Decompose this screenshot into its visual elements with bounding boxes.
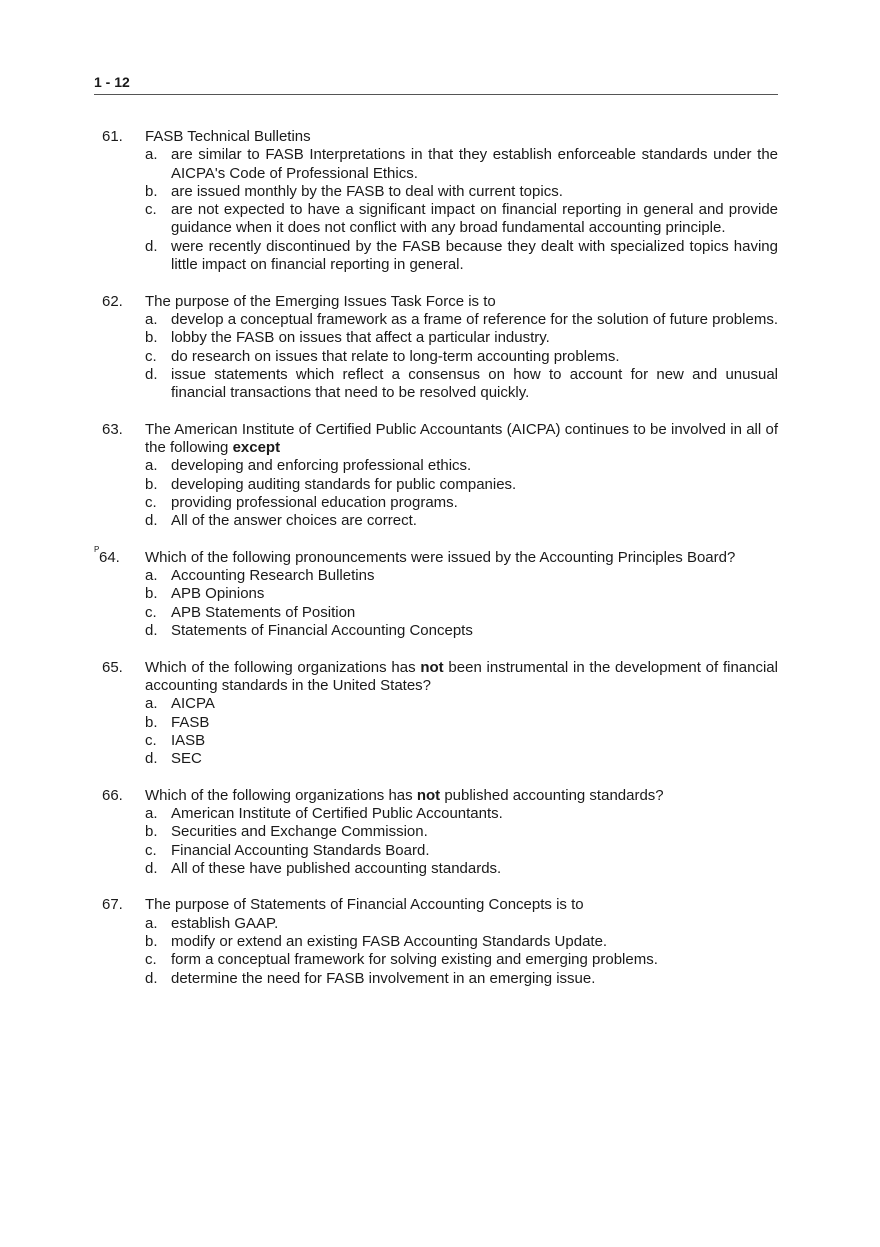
stem-text: The purpose of the Emerging Issues Task Force is to: [145, 292, 496, 310]
answer-option: [94, 714, 778, 732]
option-letter: d.: [145, 750, 158, 768]
option-text: are issued monthly by the FASB to deal with current topics.: [171, 182, 563, 200]
answer-option: [94, 750, 778, 768]
option-text: All of the answer choices are correct.: [171, 512, 417, 530]
option-text: SEC: [171, 750, 202, 768]
option-text: modify or extend an existing FASB Accounting Standards Update.: [171, 933, 608, 951]
option-letter: b.: [145, 933, 158, 951]
page-header: [94, 74, 778, 95]
answer-option: [94, 695, 778, 713]
option-text: APB Opinions: [171, 585, 265, 603]
option-letter: c.: [145, 201, 157, 219]
option-letter: d.: [145, 237, 158, 255]
answer-option: [94, 860, 778, 878]
option-text: Securities and Exchange Commission.: [171, 823, 428, 841]
answer-option: [94, 915, 778, 933]
option-letter: b.: [145, 585, 158, 603]
emphasis-text: not: [416, 786, 441, 804]
answer-option: [94, 311, 778, 329]
option-text: form a conceptual framework for solving existing and emerging problems.: [171, 951, 658, 969]
question-number: 62.: [102, 292, 123, 310]
question-63: [94, 421, 778, 531]
option-text: All of these have published accounting standards.: [171, 859, 502, 877]
option-letter: d.: [145, 969, 158, 987]
option-letter: b.: [145, 182, 158, 200]
answer-option: [94, 348, 778, 366]
answer-option: [94, 512, 778, 530]
answer-option: [94, 970, 778, 988]
answer-option: [94, 842, 778, 860]
option-letter: d.: [145, 859, 158, 877]
question-stem: [94, 787, 778, 805]
option-text: do research on issues that relate to long-term accounting problems.: [171, 347, 620, 365]
stem-text: FASB Technical Bulletins: [145, 128, 311, 145]
option-text: are similar to FASB Interpretations in that they establish enforceable standards under the AICPA's Code of Professional Ethics.: [171, 146, 778, 182]
option-text: Statements of Financial Accounting Concepts: [171, 622, 473, 640]
option-letter: a.: [145, 457, 158, 475]
option-letter: c.: [145, 603, 157, 621]
answer-option: [94, 585, 778, 603]
emphasis-text: except: [232, 439, 281, 457]
stem-text: Which of the following organizations has: [145, 658, 421, 676]
option-text: APB Statements of Position: [171, 603, 356, 621]
answer-option: [94, 604, 778, 622]
question-stem: [94, 421, 778, 458]
answer-option: [94, 823, 778, 841]
question-64: [94, 544, 778, 640]
answer-option: [94, 146, 778, 183]
stem-text: Which of the following organizations has: [145, 786, 417, 804]
option-letter: a.: [145, 695, 158, 713]
option-letter: c.: [145, 731, 157, 749]
option-letter: a.: [145, 567, 158, 585]
question-list: [94, 128, 778, 1006]
page-number: 1 - 12: [94, 74, 130, 90]
option-text: developing auditing standards for public companies.: [171, 475, 517, 493]
stem-text: been instrumental in the development of financial accounting standards in the United States?: [145, 658, 778, 694]
option-text: develop a conceptual framework as a frame of reference for the solution of future problems.: [171, 310, 778, 328]
option-letter: b.: [145, 713, 158, 731]
stem-text: The purpose of Statements of Financial Accounting Concepts is to: [145, 896, 584, 914]
question-65: [94, 659, 778, 769]
question-67: [94, 896, 778, 987]
option-text: AICPA: [171, 695, 215, 713]
question-number: 64.: [99, 548, 120, 566]
answer-option: [94, 183, 778, 201]
option-letter: c.: [145, 347, 157, 365]
answer-option: [94, 951, 778, 969]
option-text: determine the need for FASB involvement in an emerging issue.: [171, 969, 596, 987]
answer-option: [94, 457, 778, 475]
option-letter: c.: [145, 841, 157, 859]
option-letter: b.: [145, 823, 158, 841]
option-letter: d.: [145, 365, 158, 383]
option-text: Financial Accounting Standards Board.: [171, 841, 430, 859]
option-letter: d.: [145, 512, 158, 530]
question-stem: [94, 659, 778, 696]
question-stem: [94, 293, 778, 311]
question-number: 66.: [102, 786, 123, 804]
emphasis-text: not: [420, 658, 444, 676]
option-letter: b.: [145, 475, 158, 493]
answer-option: [94, 366, 778, 403]
option-text: IASB: [171, 731, 206, 749]
answer-option: [94, 805, 778, 823]
option-text: Accounting Research Bulletins: [171, 567, 375, 585]
question-66: [94, 787, 778, 878]
option-text: FASB: [171, 713, 210, 731]
answer-option: [94, 622, 778, 640]
option-letter: a.: [145, 804, 158, 822]
option-letter: b.: [145, 329, 158, 347]
option-text: were recently discontinued by the FASB because they dealt with specialized topics having little impact on financial reporting in general.: [171, 237, 778, 274]
option-letter: a.: [145, 146, 158, 164]
option-text: lobby the FASB on issues that affect a particular industry.: [171, 329, 550, 347]
option-text: developing and enforcing professional ethics.: [171, 457, 472, 475]
question-stem: [94, 544, 778, 567]
question-62: [94, 293, 778, 403]
answer-option: [94, 476, 778, 494]
option-text: are not expected to have a significant impact on financial reporting in general and provide guidance when it does not conflict with any broad fundamental accounting principle.: [171, 201, 778, 237]
option-letter: a.: [145, 310, 158, 328]
answer-option: [94, 494, 778, 512]
stem-text: Which of the following pronouncements were issued by the Accounting Principles Board?: [145, 548, 736, 566]
option-letter: a.: [145, 914, 158, 932]
option-text: establish GAAP.: [171, 914, 279, 932]
option-text: issue statements which reflect a consensus on how to account for new and unusual financial transactions that need to be resolved quickly.: [171, 365, 778, 402]
question-number: 67.: [102, 896, 123, 914]
answer-option: [94, 201, 778, 238]
question-number: 65.: [102, 658, 123, 676]
answer-option: [94, 933, 778, 951]
answer-option: [94, 238, 778, 275]
answer-option: [94, 732, 778, 750]
question-stem: [94, 128, 778, 146]
question-stem: [94, 896, 778, 914]
option-text: providing professional education programs.: [171, 493, 458, 511]
question-61: [94, 128, 778, 274]
stem-text: The American Institute of Certified Public Accountants (AICPA) continues to be involved in all of the following: [145, 420, 778, 457]
answer-option: [94, 567, 778, 585]
question-number: 63.: [102, 420, 123, 438]
answer-option: [94, 329, 778, 347]
option-letter: d.: [145, 622, 158, 640]
option-text: American Institute of Certified Public Accountants.: [171, 804, 503, 822]
question-number: 61.: [102, 128, 123, 145]
option-letter: c.: [145, 493, 157, 511]
question-marker: P: [94, 544, 100, 554]
stem-text: published accounting standards?: [440, 786, 664, 804]
option-letter: c.: [145, 951, 157, 969]
